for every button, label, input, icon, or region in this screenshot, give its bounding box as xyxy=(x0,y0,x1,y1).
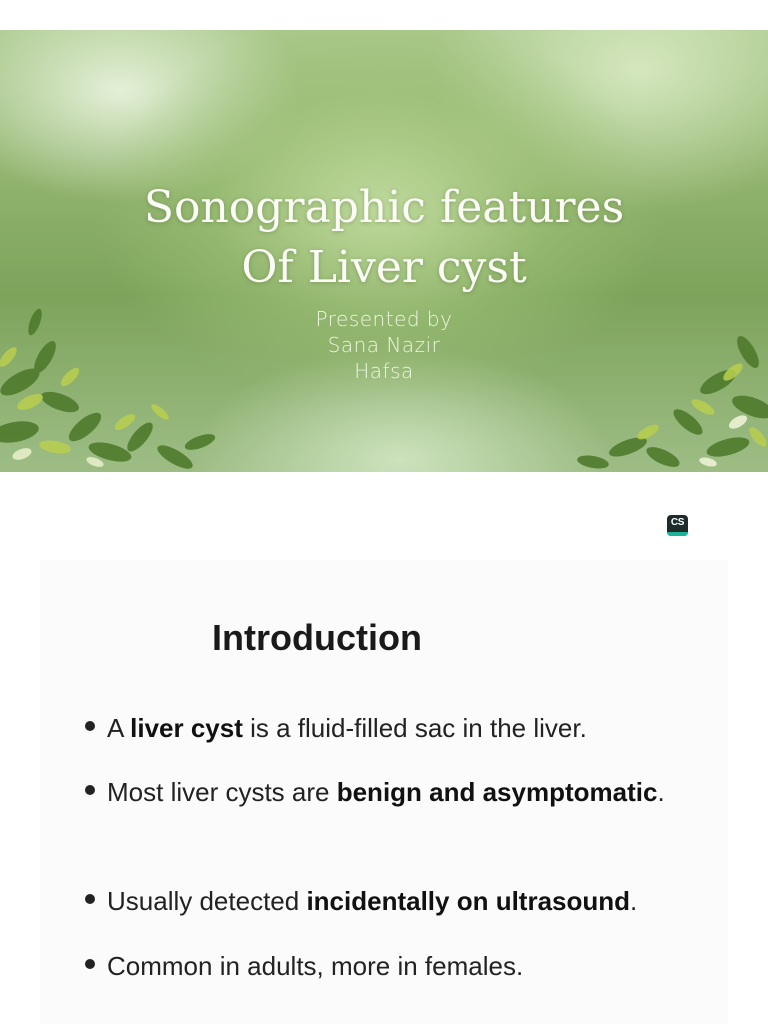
bullet-bold-text: incidentally on ultrasound xyxy=(306,886,631,916)
camscanner-logo-icon xyxy=(667,515,688,536)
camscanner-logo-text: CS xyxy=(670,517,685,528)
bullet-text: is a fluid-filled sac in the liver. xyxy=(242,713,587,743)
bullet-text: Common in adults, more in females. xyxy=(107,951,524,981)
bullet-text: . xyxy=(630,886,638,916)
bullet-text: Usually detected xyxy=(107,886,307,916)
presentation-title xyxy=(0,178,768,298)
bullet-text: . xyxy=(657,777,665,807)
bullet-item xyxy=(84,770,665,814)
bullet-text: Most liver cysts are xyxy=(107,777,337,807)
presenter-name-2: Hafsa xyxy=(354,359,414,383)
camscanner-logo-bar xyxy=(667,532,688,536)
bullet-bold-text: benign and asymptomatic xyxy=(336,777,658,807)
title-line-2: Of Liver cyst xyxy=(241,242,527,293)
bullet-dot-icon xyxy=(85,894,95,904)
introduction-heading: Introduction xyxy=(212,617,422,658)
bullet-dot-icon xyxy=(85,959,95,969)
presented-by-label: Presented by xyxy=(315,307,453,331)
bullet-text: A xyxy=(107,713,131,743)
presenter-name-1: Sana Nazir xyxy=(327,333,441,357)
bullet-item xyxy=(84,706,587,750)
bullet-dot-icon xyxy=(85,721,95,731)
bullet-dot-icon xyxy=(85,785,95,795)
title-line-1: Sonographic features xyxy=(143,182,625,233)
title-slide xyxy=(0,30,768,472)
bullet-item xyxy=(84,879,637,923)
bullet-item xyxy=(84,944,523,988)
presenters-block xyxy=(0,306,768,384)
bullet-bold-text: liver cyst xyxy=(130,713,243,743)
